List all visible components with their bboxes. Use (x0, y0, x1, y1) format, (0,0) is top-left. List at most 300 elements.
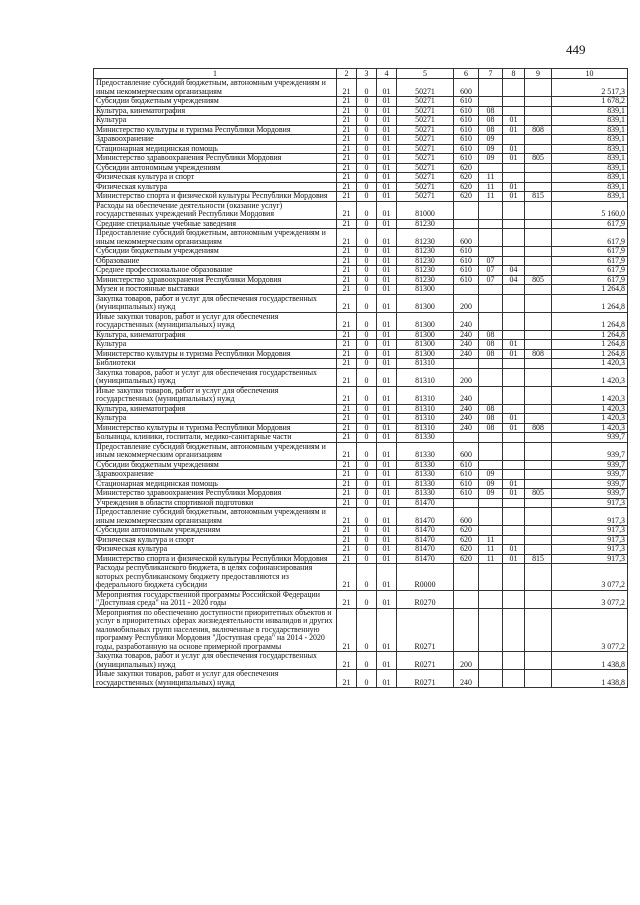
cell-c3: 0 (357, 535, 377, 545)
cell-c3: 0 (357, 294, 377, 312)
cell-c6: 240 (454, 414, 479, 424)
cell-c5: R0000 (397, 564, 454, 591)
cell-c9: 805 (525, 489, 552, 499)
cell-c2: 21 (337, 564, 357, 591)
cell-c3: 0 (357, 508, 377, 526)
cell-c9 (525, 498, 552, 508)
cell-c2: 21 (337, 116, 357, 126)
table-row (94, 564, 628, 591)
cell-c5: 50271 (397, 135, 454, 145)
cell-c4: 01 (377, 479, 397, 489)
col-header: 2 (337, 69, 357, 79)
cell-c6 (454, 359, 479, 369)
cell-c5: 81330 (397, 433, 454, 443)
cell-c9 (525, 201, 552, 219)
cell-c6: 610 (454, 154, 479, 164)
cell-c7: 08 (479, 414, 503, 424)
cell-c5: 81230 (397, 219, 454, 229)
cell-c3: 0 (357, 442, 377, 460)
cell-c2: 21 (337, 144, 357, 154)
cell-c7: 09 (479, 154, 503, 164)
cell-c2: 21 (337, 433, 357, 443)
col-header: 3 (357, 69, 377, 79)
table-row (94, 285, 628, 295)
table-row (94, 359, 628, 369)
cell-c8: 04 (503, 266, 525, 276)
table-row (94, 608, 628, 652)
table-row (94, 275, 628, 285)
cell-c6: 240 (454, 330, 479, 340)
cell-c5: 81470 (397, 498, 454, 508)
cell-c4: 01 (377, 247, 397, 257)
cell-c7 (479, 219, 503, 229)
row-name: Культура, кинематография (94, 106, 337, 116)
cell-c9: 815 (525, 192, 552, 202)
cell-c7: 08 (479, 423, 503, 433)
cell-c6: 240 (454, 404, 479, 414)
row-name: Министерство спорта и физической культуры Республики Мордовия (94, 192, 337, 202)
cell-c3: 0 (357, 423, 377, 433)
cell-c8 (503, 359, 525, 369)
cell-c6: 620 (454, 182, 479, 192)
col-header: 7 (479, 69, 503, 79)
cell-c9 (525, 135, 552, 145)
cell-amount: 1 438,8 (552, 652, 628, 670)
cell-c5: 81230 (397, 247, 454, 257)
cell-c9: 815 (525, 554, 552, 564)
cell-c3: 0 (357, 312, 377, 330)
table-row (94, 219, 628, 229)
cell-c6: 620 (454, 173, 479, 183)
table-row (94, 135, 628, 145)
cell-c5: 81310 (397, 423, 454, 433)
cell-amount: 1 264,8 (552, 349, 628, 359)
col-header: 9 (525, 69, 552, 79)
cell-c3: 0 (357, 489, 377, 499)
cell-c5: 50271 (397, 154, 454, 164)
table-row (94, 590, 628, 608)
cell-c4: 01 (377, 192, 397, 202)
cell-c4: 01 (377, 285, 397, 295)
cell-c5: 50271 (397, 79, 454, 97)
cell-c3: 0 (357, 135, 377, 145)
cell-c4: 01 (377, 564, 397, 591)
cell-amount: 3 077,2 (552, 590, 628, 608)
cell-c7: 09 (479, 470, 503, 480)
table-row (94, 460, 628, 470)
cell-c5: 81330 (397, 489, 454, 499)
cell-c4: 01 (377, 312, 397, 330)
cell-c5: 50271 (397, 173, 454, 183)
cell-c7 (479, 294, 503, 312)
cell-c3: 0 (357, 670, 377, 688)
cell-c9 (525, 442, 552, 460)
cell-amount: 917,3 (552, 554, 628, 564)
cell-c8: 01 (503, 479, 525, 489)
cell-c8: 01 (503, 116, 525, 126)
cell-c9 (525, 608, 552, 652)
cell-c8: 01 (503, 414, 525, 424)
budget-table (93, 68, 628, 688)
cell-amount: 939,7 (552, 479, 628, 489)
cell-c9 (525, 144, 552, 154)
cell-c9: 808 (525, 349, 552, 359)
row-name: Министерство спорта и физической культуры Республики Мордовия (94, 554, 337, 564)
row-name: Расходы на обеспечение деятельности (оказание услуг) государственных учреждений Республики Мордовия (94, 201, 337, 219)
cell-c8 (503, 526, 525, 536)
cell-c4: 01 (377, 508, 397, 526)
cell-c6: 610 (454, 489, 479, 499)
cell-c4: 01 (377, 330, 397, 340)
row-name: Здравоохранение (94, 470, 337, 480)
cell-c3: 0 (357, 79, 377, 97)
cell-c5: 81310 (397, 386, 454, 404)
table-row (94, 442, 628, 460)
cell-c2: 21 (337, 442, 357, 460)
cell-c6: 610 (454, 275, 479, 285)
cell-c6: 240 (454, 386, 479, 404)
cell-c3: 0 (357, 256, 377, 266)
cell-c2: 21 (337, 359, 357, 369)
cell-c4: 01 (377, 294, 397, 312)
cell-c4: 01 (377, 79, 397, 97)
table-row (94, 173, 628, 183)
cell-c3: 0 (357, 266, 377, 276)
cell-c4: 01 (377, 470, 397, 480)
cell-c6 (454, 498, 479, 508)
cell-c3: 0 (357, 173, 377, 183)
cell-c2: 21 (337, 460, 357, 470)
cell-c2: 21 (337, 349, 357, 359)
cell-c4: 01 (377, 368, 397, 386)
cell-c5: 81230 (397, 266, 454, 276)
table-row (94, 545, 628, 555)
cell-c4: 01 (377, 349, 397, 359)
cell-c6: 620 (454, 545, 479, 555)
cell-c3: 0 (357, 404, 377, 414)
cell-c7: 11 (479, 173, 503, 183)
cell-c5: 81300 (397, 312, 454, 330)
cell-c7 (479, 359, 503, 369)
row-name: Иные закупки товаров, работ и услуг для обеспечения государственных (муниципальных) нужд (94, 670, 337, 688)
cell-c2: 21 (337, 163, 357, 173)
cell-c5: 81470 (397, 526, 454, 536)
row-name: Закупка товаров, работ и услуг для обеспечения государственных (муниципальных) нужд (94, 294, 337, 312)
cell-amount: 617,9 (552, 266, 628, 276)
cell-c7 (479, 312, 503, 330)
cell-c8: 01 (503, 545, 525, 555)
table-row (94, 330, 628, 340)
cell-c5: 81470 (397, 554, 454, 564)
cell-amount: 617,9 (552, 229, 628, 247)
cell-amount: 1 264,8 (552, 285, 628, 295)
cell-c5: 81310 (397, 368, 454, 386)
table-row (94, 368, 628, 386)
cell-c7 (479, 670, 503, 688)
cell-amount: 839,1 (552, 106, 628, 116)
header-row (94, 69, 628, 79)
table-row (94, 470, 628, 480)
cell-amount: 1 264,8 (552, 330, 628, 340)
cell-c8 (503, 508, 525, 526)
cell-c6: 610 (454, 460, 479, 470)
cell-amount: 3 077,2 (552, 564, 628, 591)
cell-c7: 08 (479, 106, 503, 116)
cell-c9 (525, 340, 552, 350)
cell-c9 (525, 182, 552, 192)
cell-c2: 21 (337, 79, 357, 97)
row-name: Иные закупки товаров, работ и услуг для обеспечения государственных (муниципальных) нужд (94, 312, 337, 330)
cell-c8 (503, 564, 525, 591)
table-row (94, 312, 628, 330)
cell-c4: 01 (377, 219, 397, 229)
cell-c9 (525, 266, 552, 276)
cell-c4: 01 (377, 652, 397, 670)
cell-c7: 08 (479, 330, 503, 340)
table-row (94, 498, 628, 508)
table-row (94, 294, 628, 312)
cell-amount: 1 420,3 (552, 414, 628, 424)
cell-c2: 21 (337, 386, 357, 404)
cell-c7: 08 (479, 116, 503, 126)
cell-amount: 1 420,3 (552, 423, 628, 433)
cell-c6: 610 (454, 135, 479, 145)
cell-c6: 240 (454, 349, 479, 359)
row-name: Физическая культура (94, 545, 337, 555)
cell-c9 (525, 545, 552, 555)
cell-c2: 21 (337, 182, 357, 192)
row-name: Субсидии автономным учреждениям (94, 526, 337, 536)
cell-c6 (454, 285, 479, 295)
row-name: Мероприятия по обеспечению доступности приоритетных объектов и услуг в приоритетных сферах жизнедеятельности инвалидов и других маломобильных групп населения, включенные в государственную программу Республики Мордовия "Доступная среда" на 2014 - 2020 годы, разработанную на основе примерной программы (94, 608, 337, 652)
row-name: Иные закупки товаров, работ и услуг для обеспечения государственных (муниципальных) нужд (94, 386, 337, 404)
cell-amount: 839,1 (552, 163, 628, 173)
cell-c2: 21 (337, 508, 357, 526)
cell-c6: 620 (454, 163, 479, 173)
cell-c5: 81310 (397, 359, 454, 369)
cell-c9: 805 (525, 154, 552, 164)
table-row (94, 97, 628, 107)
cell-amount: 939,7 (552, 460, 628, 470)
cell-c3: 0 (357, 330, 377, 340)
cell-c6: 610 (454, 470, 479, 480)
cell-amount: 839,1 (552, 116, 628, 126)
cell-c6 (454, 219, 479, 229)
cell-c2: 21 (337, 219, 357, 229)
cell-c8 (503, 470, 525, 480)
table-row (94, 247, 628, 257)
cell-c7 (479, 285, 503, 295)
cell-amount: 939,7 (552, 433, 628, 443)
cell-c3: 0 (357, 154, 377, 164)
cell-c6: 600 (454, 508, 479, 526)
cell-amount: 1 420,3 (552, 359, 628, 369)
row-name: Культура (94, 340, 337, 350)
cell-c6 (454, 201, 479, 219)
cell-c8: 01 (503, 125, 525, 135)
cell-amount: 617,9 (552, 219, 628, 229)
cell-c4: 01 (377, 460, 397, 470)
cell-c2: 21 (337, 229, 357, 247)
cell-c7: 09 (479, 135, 503, 145)
table-row (94, 182, 628, 192)
cell-c5: 50271 (397, 116, 454, 126)
table-row (94, 652, 628, 670)
cell-c2: 21 (337, 479, 357, 489)
cell-c3: 0 (357, 97, 377, 107)
row-name: Субсидии бюджетным учреждениям (94, 97, 337, 107)
cell-c9 (525, 256, 552, 266)
cell-c9 (525, 97, 552, 107)
table-row (94, 116, 628, 126)
cell-c4: 01 (377, 608, 397, 652)
cell-c3: 0 (357, 470, 377, 480)
cell-c9 (525, 564, 552, 591)
cell-c5: 81000 (397, 201, 454, 219)
cell-c9 (525, 652, 552, 670)
cell-c8 (503, 442, 525, 460)
cell-c5: 81330 (397, 442, 454, 460)
cell-c7 (479, 229, 503, 247)
cell-c8 (503, 285, 525, 295)
cell-c4: 01 (377, 229, 397, 247)
cell-c2: 21 (337, 652, 357, 670)
cell-c5: 50271 (397, 125, 454, 135)
cell-amount: 1 420,3 (552, 386, 628, 404)
cell-c7: 08 (479, 404, 503, 414)
cell-c5: 81310 (397, 404, 454, 414)
cell-c9 (525, 79, 552, 97)
cell-c6 (454, 590, 479, 608)
cell-c5: 50271 (397, 182, 454, 192)
row-name: Библиотеки (94, 359, 337, 369)
cell-c9 (525, 670, 552, 688)
table-row (94, 340, 628, 350)
cell-c4: 01 (377, 442, 397, 460)
cell-amount: 617,9 (552, 275, 628, 285)
cell-c8 (503, 498, 525, 508)
table-row (94, 192, 628, 202)
cell-c4: 01 (377, 498, 397, 508)
cell-amount: 2 517,3 (552, 79, 628, 97)
cell-c8 (503, 201, 525, 219)
cell-c3: 0 (357, 368, 377, 386)
table-row (94, 489, 628, 499)
cell-c5: 81230 (397, 275, 454, 285)
cell-amount: 917,3 (552, 535, 628, 545)
cell-c2: 21 (337, 590, 357, 608)
cell-c3: 0 (357, 247, 377, 257)
cell-c4: 01 (377, 97, 397, 107)
row-name: Культура (94, 414, 337, 424)
col-header: 5 (397, 69, 454, 79)
cell-c4: 01 (377, 340, 397, 350)
table-row (94, 386, 628, 404)
cell-c7 (479, 163, 503, 173)
cell-c9 (525, 219, 552, 229)
cell-c7: 11 (479, 192, 503, 202)
cell-c7: 08 (479, 340, 503, 350)
cell-c3: 0 (357, 545, 377, 555)
cell-c3: 0 (357, 564, 377, 591)
cell-c3: 0 (357, 219, 377, 229)
cell-amount: 1 264,8 (552, 312, 628, 330)
cell-c4: 01 (377, 201, 397, 219)
cell-c7: 09 (479, 489, 503, 499)
cell-amount: 839,1 (552, 144, 628, 154)
table-row (94, 670, 628, 688)
cell-c2: 21 (337, 526, 357, 536)
table-row (94, 535, 628, 545)
cell-c6: 610 (454, 97, 479, 107)
cell-c6: 610 (454, 266, 479, 276)
row-name: Культура, кинематография (94, 404, 337, 414)
cell-c9 (525, 386, 552, 404)
cell-c5: 50271 (397, 163, 454, 173)
table-row (94, 404, 628, 414)
cell-c3: 0 (357, 608, 377, 652)
cell-c8 (503, 229, 525, 247)
col-header: 10 (552, 69, 628, 79)
cell-c3: 0 (357, 125, 377, 135)
cell-c2: 21 (337, 423, 357, 433)
row-name: Среднее профессиональное образование (94, 266, 337, 276)
row-name: Субсидии автономным учреждениям (94, 163, 337, 173)
cell-c8 (503, 404, 525, 414)
cell-amount: 1 438,8 (552, 670, 628, 688)
cell-amount: 917,3 (552, 526, 628, 536)
cell-c3: 0 (357, 106, 377, 116)
cell-c8 (503, 330, 525, 340)
cell-c3: 0 (357, 460, 377, 470)
cell-amount: 1 678,2 (552, 97, 628, 107)
cell-c6: 610 (454, 247, 479, 257)
cell-amount: 617,9 (552, 247, 628, 257)
cell-c4: 01 (377, 386, 397, 404)
cell-c8 (503, 433, 525, 443)
cell-c9 (525, 359, 552, 369)
cell-amount: 839,1 (552, 182, 628, 192)
row-name: Предоставление субсидий бюджетным, автономным учреждениям и иным некоммерческим организациям (94, 79, 337, 97)
cell-c7 (479, 590, 503, 608)
cell-c5: 81230 (397, 256, 454, 266)
cell-c4: 01 (377, 256, 397, 266)
row-name: Министерство здравоохранения Республики Мордовия (94, 154, 337, 164)
cell-c7: 07 (479, 256, 503, 266)
cell-c8 (503, 386, 525, 404)
cell-amount: 839,1 (552, 154, 628, 164)
row-name: Министерство здравоохранения Республики Мордовия (94, 275, 337, 285)
cell-c2: 21 (337, 670, 357, 688)
cell-c9 (525, 285, 552, 295)
cell-c7 (479, 526, 503, 536)
cell-c3: 0 (357, 144, 377, 154)
cell-c5: 81470 (397, 545, 454, 555)
cell-c2: 21 (337, 173, 357, 183)
cell-c2: 21 (337, 404, 357, 414)
cell-c4: 01 (377, 116, 397, 126)
cell-c6: 610 (454, 125, 479, 135)
cell-c2: 21 (337, 154, 357, 164)
cell-c6: 240 (454, 670, 479, 688)
cell-c9 (525, 404, 552, 414)
col-header: 1 (94, 69, 337, 79)
cell-c9 (525, 294, 552, 312)
cell-c7 (479, 442, 503, 460)
cell-c8: 01 (503, 554, 525, 564)
cell-c6: 600 (454, 229, 479, 247)
table-body (94, 79, 628, 688)
